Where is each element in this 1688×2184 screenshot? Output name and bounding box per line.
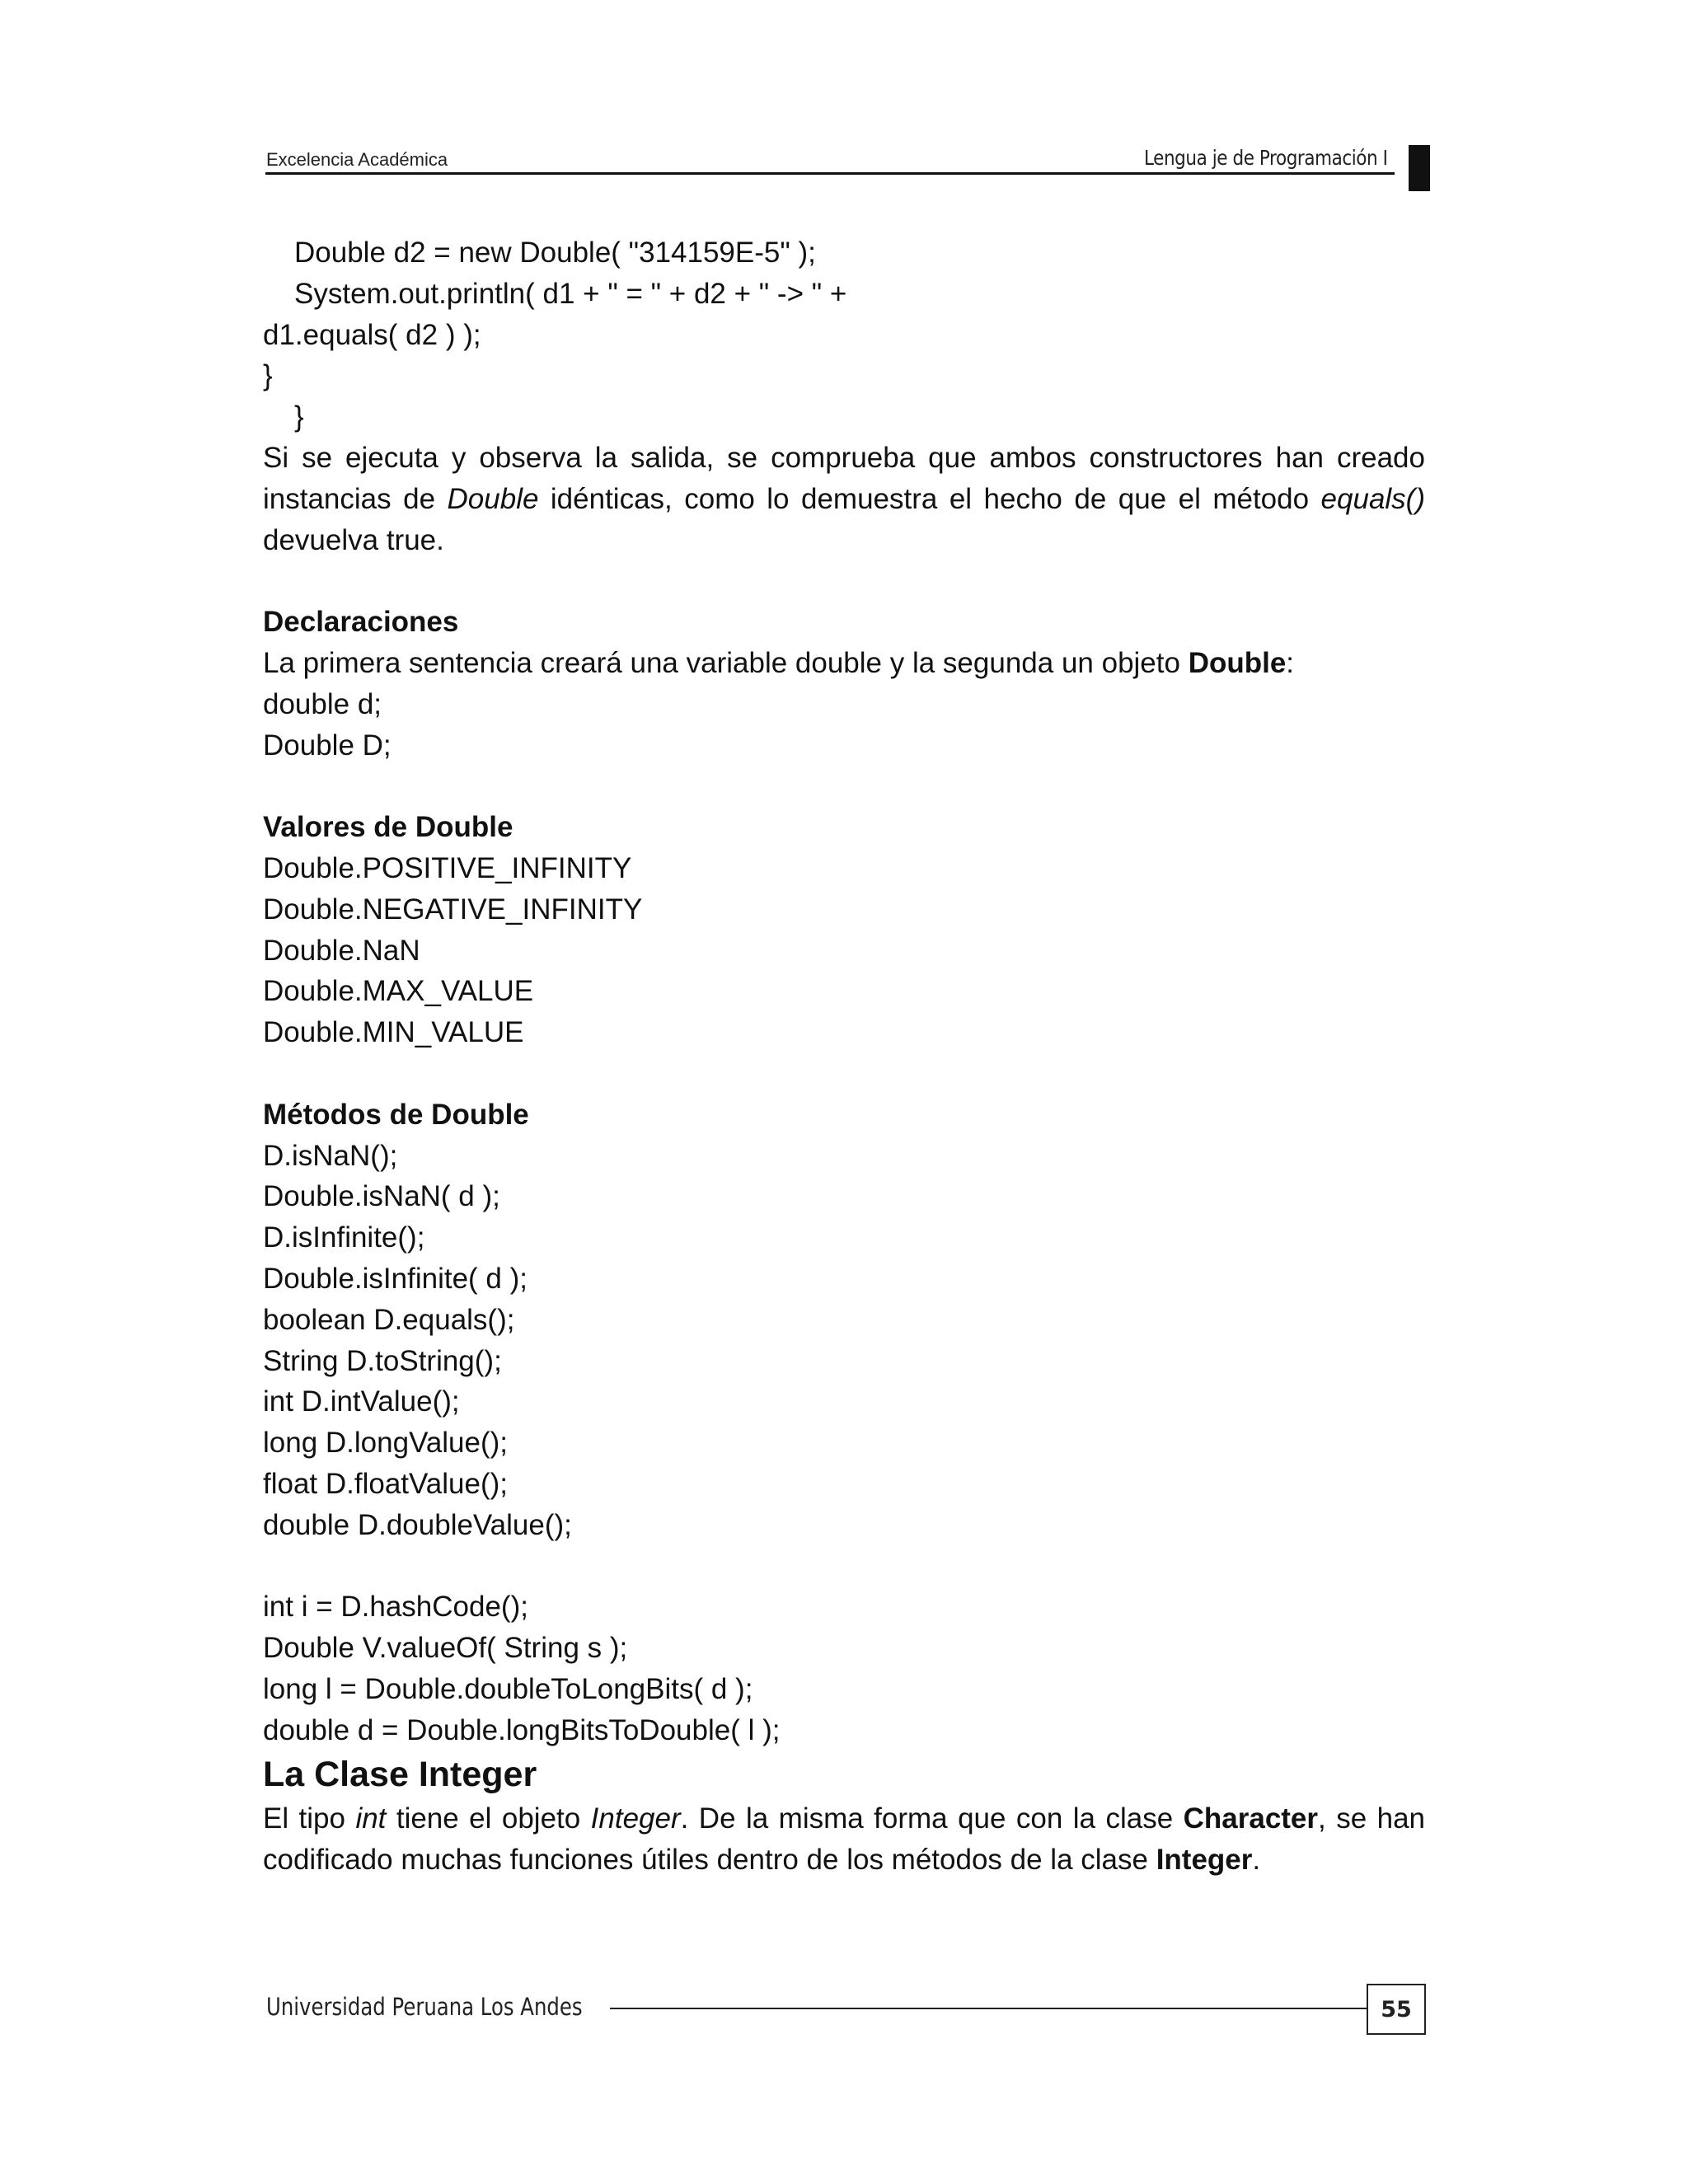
text-run-italic: int — [355, 1802, 387, 1835]
code-line: int i = D.hashCode(); — [263, 1591, 528, 1624]
spacer — [263, 560, 1425, 602]
text-run-bold: Integer — [1156, 1844, 1253, 1877]
text-run-italic: equals() — [1320, 482, 1425, 515]
code-line: double d; — [263, 687, 382, 720]
text-run: : — [1286, 646, 1295, 679]
declaraciones-intro — [263, 643, 1425, 684]
code-line: } — [294, 401, 304, 434]
code-line: float D.floatValue(); — [263, 1467, 508, 1500]
spacer — [263, 1053, 1425, 1094]
code-line: Double.POSITIVE_INFINITY — [263, 851, 632, 884]
code-line: double d = Double.longBitsToDouble( l ); — [263, 1713, 781, 1746]
code-line: Double.MAX_VALUE — [263, 975, 534, 1008]
code-line: Double D; — [263, 729, 392, 762]
code-line: D.isNaN(); — [263, 1139, 398, 1172]
running-header-right: Lengua je de Programación I — [1144, 146, 1388, 170]
code-line: long D.longValue(); — [263, 1427, 509, 1460]
text-run: La primera sentencia creará una variable double y la segunda un objeto — [263, 646, 1189, 679]
section-heading-declaraciones: Declaraciones — [263, 606, 459, 639]
code-line: Double.NEGATIVE_INFINITY — [263, 893, 643, 926]
section-heading-valores: Valores de Double — [263, 811, 513, 844]
text-run: idénticas, como lo demuestra el hecho de que el método — [538, 482, 1321, 515]
code-line: Double.isInfinite( d ); — [263, 1262, 528, 1295]
section-heading-metodos: Métodos de Double — [263, 1098, 529, 1131]
code-line: Double V.valueOf( String s ); — [263, 1632, 628, 1665]
text-run: Si se ejecuta y observa la salida, se comprueba que ambos constructores han creado instancias de — [263, 441, 1425, 515]
spacer — [263, 766, 1425, 807]
text-run: El tipo — [263, 1802, 356, 1835]
text-run-italic: Integer — [590, 1802, 681, 1835]
running-header-left: Excelencia Académica — [266, 149, 448, 170]
page-number: 55 — [1381, 1996, 1412, 2022]
code-line: d1.equals( d2 ) ); — [263, 318, 481, 351]
code-line: double D.doubleValue(); — [263, 1508, 572, 1541]
header-rule — [265, 172, 1395, 175]
text-run-bold: Double — [1188, 646, 1287, 679]
section-title-integer: La Clase Integer — [263, 1755, 537, 1795]
text-run-italic: Double — [447, 482, 539, 515]
text-run: . De la misma forma que con la clase — [680, 1802, 1184, 1835]
page-number-box — [1367, 1984, 1426, 2035]
spacer — [263, 1546, 1425, 1587]
text-run: . — [1252, 1844, 1261, 1877]
text-run-bold: Character — [1183, 1802, 1319, 1835]
paragraph-equals — [263, 438, 1425, 560]
code-line: int D.intValue(); — [263, 1385, 460, 1418]
code-line: boolean D.equals(); — [263, 1303, 515, 1336]
page-content — [263, 232, 1425, 1881]
text-run: devuelva true. — [263, 523, 444, 556]
code-line: Double.isNaN( d ); — [263, 1180, 500, 1213]
code-line: D.isInfinite(); — [263, 1221, 425, 1254]
footer-rule — [610, 2008, 1367, 2009]
code-line: Double.NaN — [263, 934, 420, 967]
code-line: long l = Double.doubleToLongBits( d ); — [263, 1672, 753, 1705]
paragraph-integer — [263, 1798, 1425, 1881]
code-line: } — [263, 359, 273, 392]
code-line: String D.toString(); — [263, 1344, 502, 1377]
code-line: Double.MIN_VALUE — [263, 1016, 524, 1049]
code-line: System.out.println( d1 + " = " + d2 + " -> " + — [294, 277, 847, 310]
text-run: tiene el objeto — [386, 1802, 591, 1835]
header-tab-block — [1409, 145, 1430, 191]
text-run: , se han codificado muchas funciones útiles dentro de los métodos de la clase — [263, 1802, 1425, 1877]
code-line: Double d2 = new Double( "314159E-5" ); — [294, 237, 816, 269]
running-footer-left: Universidad Peruana Los Andes — [266, 1993, 583, 2021]
